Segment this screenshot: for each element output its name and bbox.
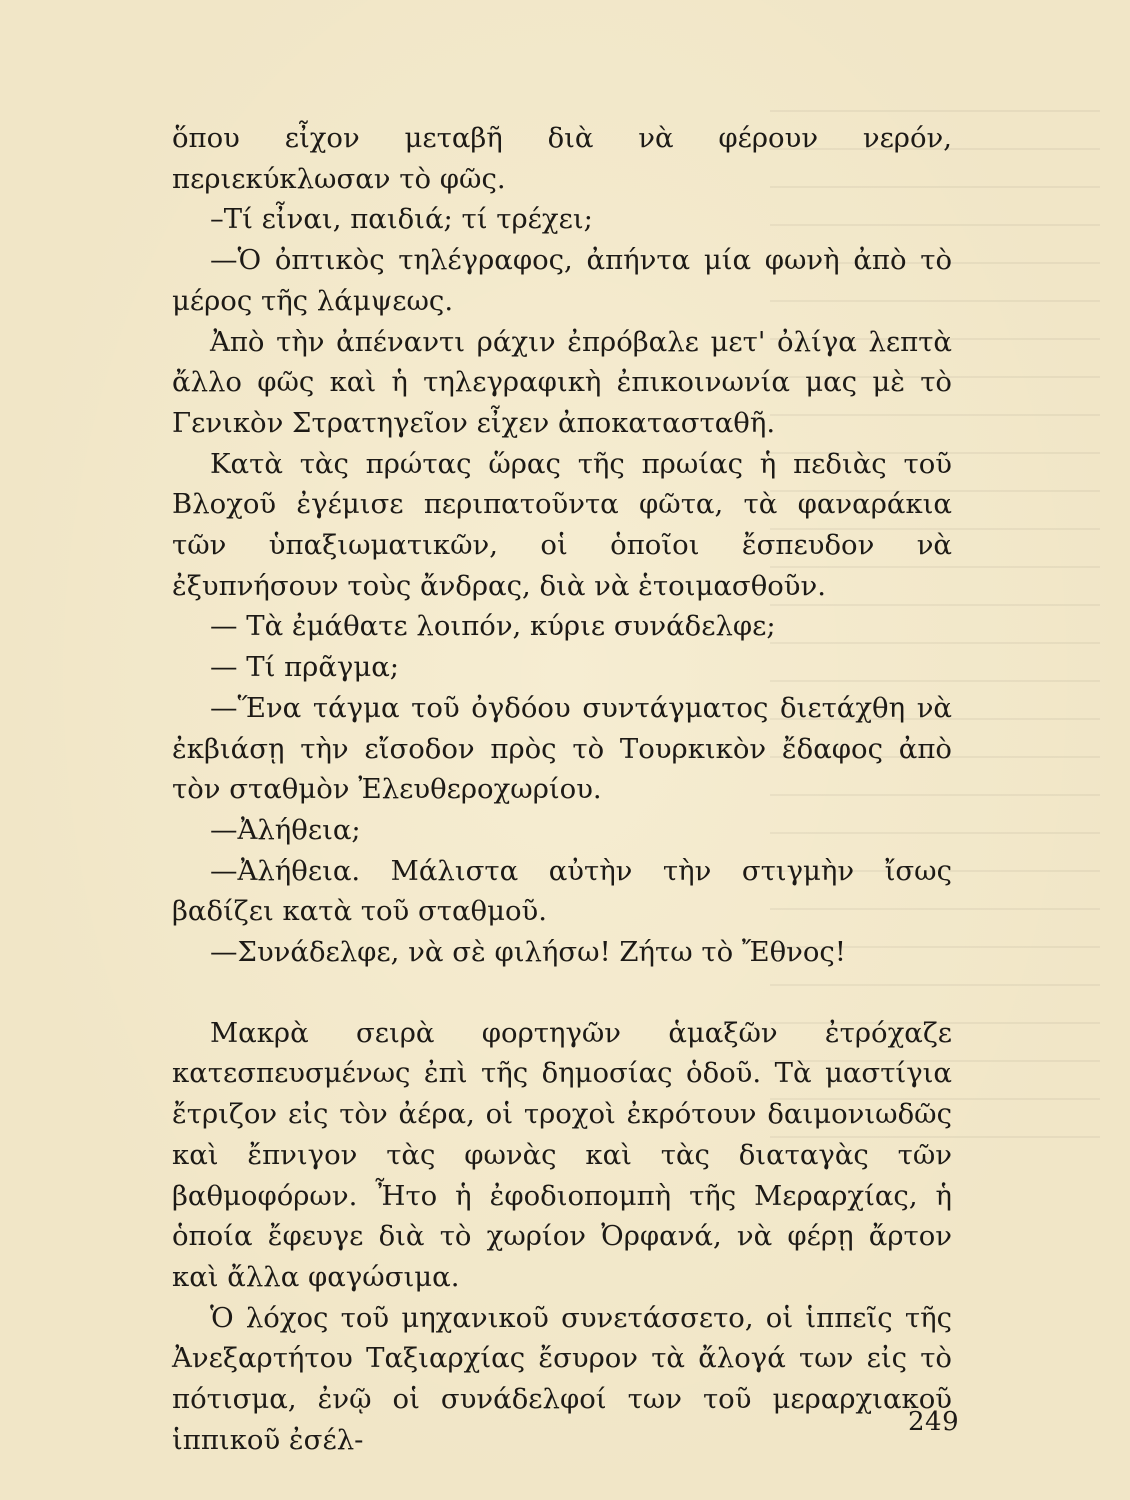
page-body-text <box>172 118 952 1461</box>
paragraph-11: —Συνάδελφε, νὰ σὲ φιλήσω! Ζήτω τὸ Ἔθνος! <box>210 936 846 969</box>
paragraph-10: —Ἀλήθεια. Μάλιστα αὐτὴν τὴν στιγμὴν ἴσως βαδίζει κατὰ τοῦ σταθμοῦ. <box>172 854 952 928</box>
paragraph-4: Ἀπὸ τὴν ἀπέναντι ράχιν ἐπρόβαλε μετ' ὀλίγα λεπτὰ ἄλλο φῶς καὶ ἡ τηλεγραφικὴ ἐπικοινωνία μας μὲ τὸ Γενικὸν Στρατηγεῖον εἶχεν ἀποκατασταθῆ. <box>172 325 952 439</box>
paragraph-3: —Ὁ ὀπτικὸς τηλέγραφος, ἀπήντα μία φωνὴ ἀπὸ τὸ μέρος τῆς λάμψεως. <box>172 244 952 317</box>
paragraph-6: — Τὰ ἐμάθατε λοιπόν, κύριε συνάδελφε; <box>210 610 776 643</box>
page-number: 249 <box>908 1407 960 1437</box>
section-gap <box>172 973 952 1013</box>
paragraph-7: — Τί πρᾶγμα; <box>210 651 400 684</box>
paragraph-1: ὅπου εἶχον μεταβῆ διὰ νὰ φέρουν νερόν, περιεκύκλωσαν τὸ φῶς. <box>172 122 952 195</box>
paragraph-8: —Ἕνα τάγμα τοῦ ὀγδόου συντάγματος διετάχθη νὰ ἐκβιάσῃ τὴν εἴσοδον πρὸς τὸ Τουρκικὸν ἔδαφος ἀπὸ τὸν σταθμὸν Ἐλευθεροχωρίου. <box>172 691 952 806</box>
paragraph-13: Ὁ λόχος τοῦ μηχανικοῦ συνετάσσετο, οἱ ἱππεῖς τῆς Ἀνεξαρτήτου Ταξιαρχίας ἔσυρον τὰ ἄλογά των εἰς τὸ πότισμα, ἐνῷ οἱ συνάδελφοί των τοῦ μεραρχιακοῦ ἱππικοῦ ἐσέλ- <box>172 1301 952 1456</box>
paragraph-9: —Ἀλήθεια; <box>210 813 361 846</box>
paragraph-5: Κατὰ τὰς πρώτας ὥρας τῆς πρωίας ἡ πεδιὰς τοῦ Βλοχοῦ ἐγέμισε περιπατοῦντα φῶτα, τὰ φαναράκια τῶν ὑπαξιωματικῶν, οἱ ὁποῖοι ἔσπευδον νὰ ἐξυπνήσουν τοὺς ἄνδρας, διὰ νὰ ἑτοιμασθοῦν. <box>172 447 952 602</box>
paragraph-12: Μακρὰ σειρὰ φορτηγῶν ἁμαξῶν ἐτρόχαζε κατεσπευσμένως ἐπὶ τῆς δημοσίας ὁδοῦ. Τὰ μαστίγια ἔτριζον εἰς τὸν ἀέρα, οἱ τροχοὶ ἐκρότουν δαιμονιωδῶς καὶ ἔπνιγον τὰς φωνὰς καὶ τὰς διαταγὰς τῶν βαθμοφόρων. Ἦτο ἡ ἐφοδιοπομπὴ τῆς Μεραρχίας, ἡ ὁποία ἔφευγε διὰ τὸ χωρίον Ὀρφανά, νὰ φέρῃ ἄρτον καὶ ἄλλα φαγώσιμα. <box>172 1016 952 1293</box>
paragraph-2: –Τί εἶναι, παιδιά; τί τρέχει; <box>210 203 593 236</box>
